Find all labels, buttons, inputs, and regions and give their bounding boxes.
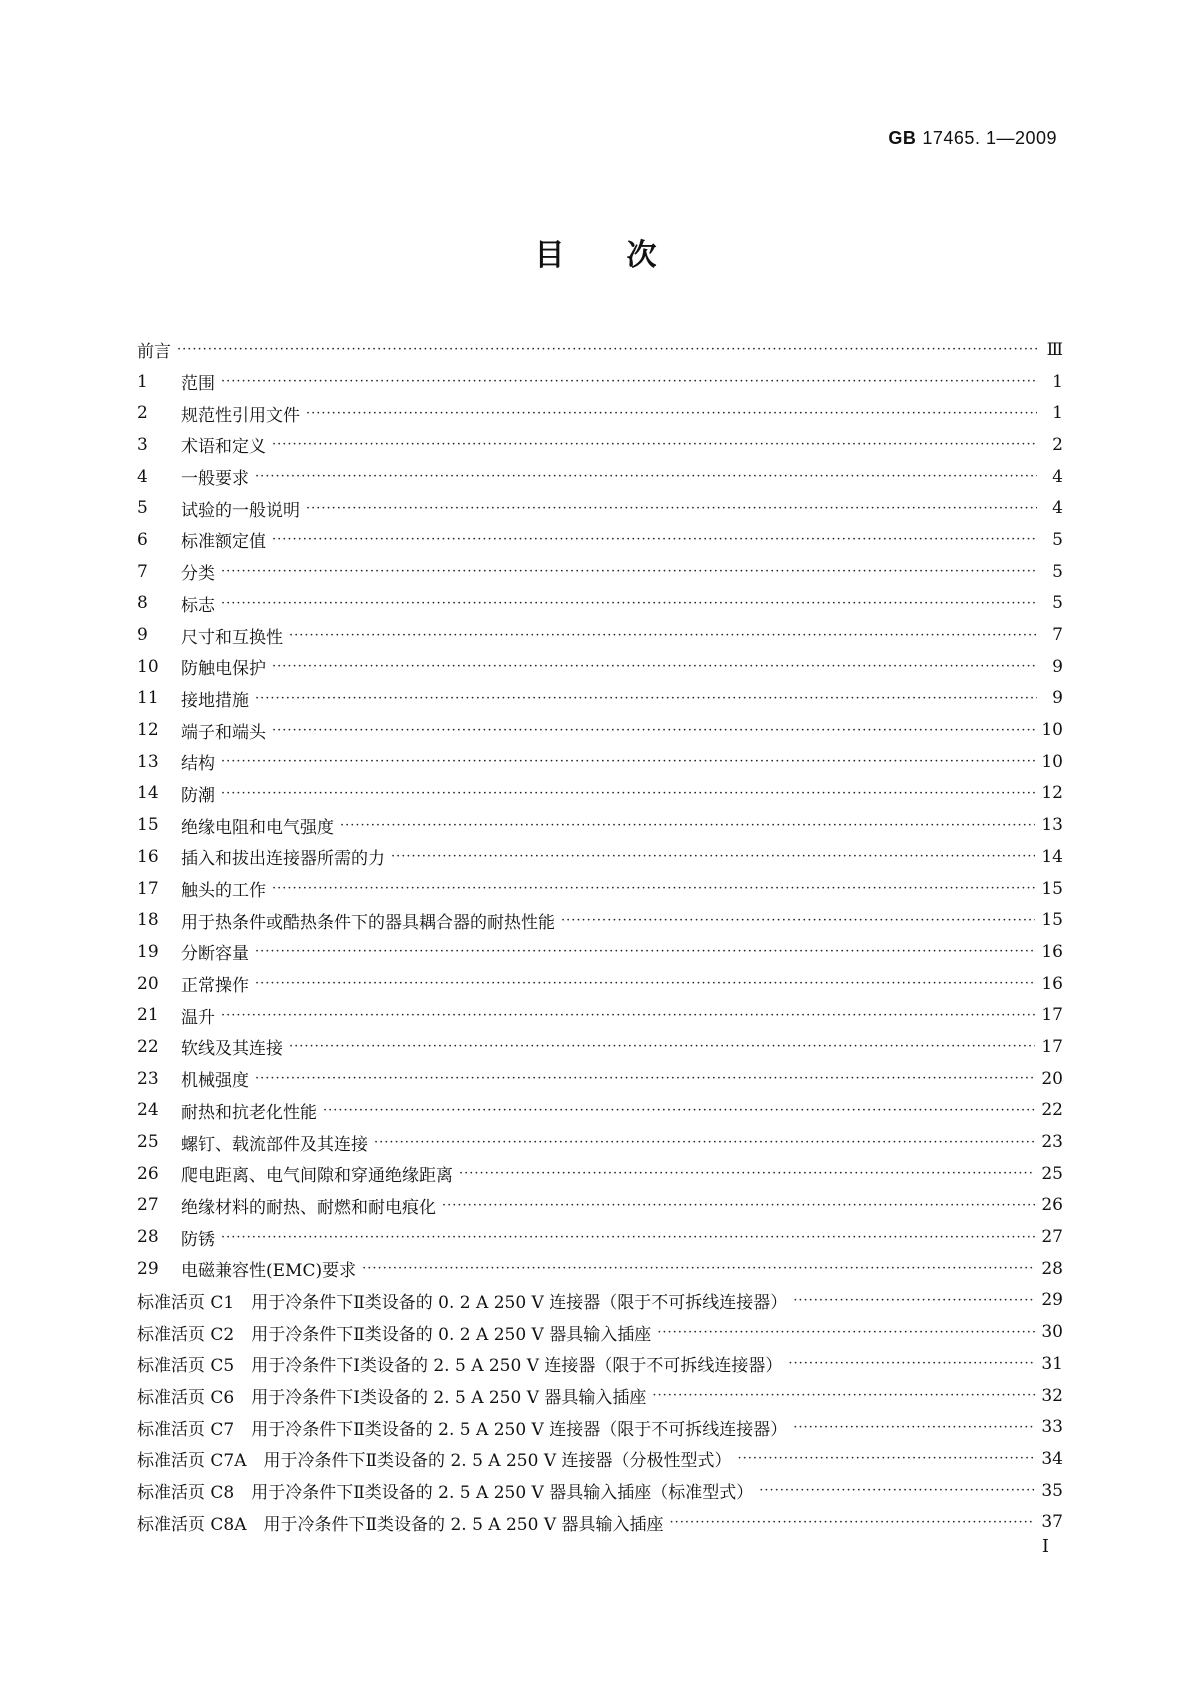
toc-entry[interactable] — [137, 683, 1063, 715]
toc-entry[interactable] — [137, 936, 1063, 968]
toc-entry-number: 13 — [137, 751, 159, 772]
toc-entry-page: 22 — [1041, 1100, 1063, 1121]
toc-leader-dots — [442, 1198, 1035, 1213]
toc-entry-title: 标准活页 C1 用于冷条件下Ⅱ类设备的 0. 2 A 250 V 连接器（限于不可拆线连接器） — [137, 1292, 788, 1313]
toc-entry-page: 33 — [1041, 1417, 1063, 1438]
toc-entry-page: 4 — [1052, 498, 1063, 519]
toc-entry-title: 结构 — [181, 754, 215, 775]
toc-entry-title: 绝缘材料的耐热、耐燃和耐电痕化 — [181, 1197, 436, 1218]
toc-entry-title: 尺寸和互换性 — [181, 627, 283, 648]
toc-entry-title: 插入和拔出连接器所需的力 — [181, 849, 385, 870]
toc-entry-page: 13 — [1041, 815, 1063, 836]
toc-leader-dots — [306, 406, 1037, 421]
toc-entry[interactable] — [137, 1031, 1063, 1063]
toc-leader-dots — [793, 1420, 1035, 1435]
toc-entry[interactable] — [137, 809, 1063, 841]
toc-entry-number: 23 — [137, 1068, 159, 1089]
toc-entry[interactable] — [137, 873, 1063, 905]
toc-entry-page: 31 — [1041, 1353, 1063, 1374]
toc-entry-title: 标准活页 C7A 用于冷条件下Ⅱ类设备的 2. 5 A 250 V 连接器（分极性型式） — [137, 1451, 732, 1472]
toc-entry-number: 8 — [137, 593, 148, 614]
toc-entry-number: 3 — [137, 434, 148, 455]
toc-leader-dots — [657, 1325, 1035, 1340]
toc-entry-number: 5 — [137, 498, 148, 519]
toc-leader-dots — [221, 1230, 1035, 1245]
toc-entry[interactable] — [137, 841, 1063, 873]
toc-entry-number: 14 — [137, 783, 159, 804]
toc-entry-title: 标准活页 C5 用于冷条件下Ⅰ类设备的 2. 5 A 250 V 连接器（限于不可拆线连接器） — [137, 1356, 783, 1377]
toc-entry-page: 20 — [1041, 1068, 1063, 1089]
footer-page-number: I — [1041, 1536, 1049, 1557]
toc-leader-dots — [177, 342, 1037, 357]
toc-leader-dots — [306, 501, 1037, 516]
toc-entry-title: 标准额定值 — [181, 532, 266, 553]
toc-entry-title: 绝缘电阻和电气强度 — [181, 817, 334, 838]
toc-leader-dots — [374, 1135, 1035, 1150]
toc-entry-title: 温升 — [181, 1007, 215, 1028]
toc-entry-title: 防触电保护 — [181, 659, 266, 680]
toc-entry-title: 范围 — [181, 374, 215, 395]
toc-entry-page: 23 — [1041, 1132, 1063, 1153]
toc-leader-dots — [272, 437, 1037, 452]
toc-entry-title: 一般要求 — [181, 469, 249, 490]
toc-entry[interactable] — [137, 1190, 1063, 1222]
toc-entry-title: 软线及其连接 — [181, 1039, 283, 1060]
toc-entry-title: 标准活页 C8 用于冷条件下Ⅱ类设备的 2. 5 A 250 V 器具输入插座（标准型式） — [137, 1483, 754, 1504]
toc-entry-page: 14 — [1041, 846, 1063, 867]
toc-entry-page: 27 — [1041, 1227, 1063, 1248]
toc-entry-title: 螺钉、载流部件及其连接 — [181, 1134, 368, 1155]
toc-entry-title: 试验的一般说明 — [181, 500, 300, 521]
table-of-contents — [137, 334, 1063, 1538]
toc-entry[interactable] — [137, 746, 1063, 778]
toc-leader-dots — [272, 723, 1035, 738]
toc-leader-dots — [561, 913, 1035, 928]
toc-leader-dots — [289, 1039, 1035, 1054]
toc-leader-dots — [788, 1356, 1035, 1371]
toc-entry-number: 6 — [137, 529, 148, 550]
standard-code-header — [888, 128, 1057, 149]
toc-entry-number: 11 — [137, 688, 159, 709]
toc-leader-dots — [272, 881, 1035, 896]
toc-entry-number: 1 — [137, 371, 148, 392]
toc-entry-page: 10 — [1041, 720, 1063, 741]
toc-entry-number: 16 — [137, 846, 159, 867]
toc-entry-page: 10 — [1041, 751, 1063, 772]
toc-entry-number: 4 — [137, 466, 148, 487]
toc-entry[interactable] — [137, 778, 1063, 810]
toc-entry-number: 28 — [137, 1227, 159, 1248]
toc-entry[interactable] — [137, 524, 1063, 556]
page-title: 目次 — [534, 238, 719, 273]
toc-entry-title: 前言 — [137, 342, 171, 363]
toc-leader-dots — [459, 1166, 1035, 1181]
toc-entry-number: 19 — [137, 941, 159, 962]
toc-entry-page: 9 — [1052, 656, 1063, 677]
toc-entry-page: 17 — [1041, 1005, 1063, 1026]
toc-entry[interactable] — [137, 588, 1063, 620]
toc-entry-title: 耐热和抗老化性能 — [181, 1102, 317, 1123]
toc-entry[interactable] — [137, 334, 1063, 366]
toc-entry[interactable] — [137, 1443, 1063, 1475]
toc-entry-page: 7 — [1052, 625, 1063, 646]
toc-entry-title: 术语和定义 — [181, 437, 266, 458]
toc-leader-dots — [759, 1483, 1035, 1498]
toc-leader-dots — [323, 1103, 1035, 1118]
toc-entry-title: 规范性引用文件 — [181, 405, 300, 426]
toc-entry-page: 37 — [1041, 1512, 1063, 1533]
toc-entry[interactable] — [137, 1095, 1063, 1127]
toc-entry-page: 28 — [1041, 1258, 1063, 1279]
toc-entry-page: Ⅲ — [1046, 339, 1063, 360]
toc-entry-title: 标准活页 C7 用于冷条件下Ⅱ类设备的 2. 5 A 250 V 连接器（限于不可拆线连接器） — [137, 1419, 788, 1440]
toc-leader-dots — [255, 691, 1037, 706]
toc-leader-dots — [738, 1451, 1036, 1466]
toc-entry[interactable] — [137, 904, 1063, 936]
toc-entry-number: 15 — [137, 815, 159, 836]
toc-entry-page: 2 — [1052, 434, 1063, 455]
toc-entry[interactable] — [137, 1475, 1063, 1507]
toc-entry[interactable] — [137, 366, 1063, 398]
toc-leader-dots — [391, 849, 1035, 864]
toc-entry[interactable] — [137, 1126, 1063, 1158]
toc-entry[interactable] — [137, 1316, 1063, 1348]
toc-entry[interactable] — [137, 397, 1063, 429]
toc-entry-title: 端子和端头 — [181, 722, 266, 743]
toc-leader-dots — [221, 374, 1037, 389]
toc-entry-page: 12 — [1041, 783, 1063, 804]
toc-entry-title: 标准活页 C6 用于冷条件下Ⅰ类设备的 2. 5 A 250 V 器具输入插座 — [137, 1388, 647, 1409]
toc-entry-title: 电磁兼容性(EMC)要求 — [181, 1261, 357, 1282]
toc-entry-title: 正常操作 — [181, 976, 249, 997]
toc-entry[interactable] — [137, 1221, 1063, 1253]
toc-entry-number: 22 — [137, 1036, 159, 1057]
toc-entry-page: 4 — [1052, 466, 1063, 487]
toc-leader-dots — [255, 1071, 1035, 1086]
toc-leader-dots — [255, 469, 1037, 484]
toc-entry-number: 25 — [137, 1132, 159, 1153]
toc-leader-dots — [255, 944, 1035, 959]
toc-entry-page: 1 — [1052, 371, 1063, 392]
toc-leader-dots — [272, 659, 1037, 674]
toc-leader-dots — [221, 786, 1035, 801]
toc-entry-page: 34 — [1041, 1448, 1063, 1469]
toc-entry[interactable] — [137, 1348, 1063, 1380]
toc-entry[interactable] — [137, 1063, 1063, 1095]
toc-entry-number: 10 — [137, 656, 159, 677]
toc-entry[interactable] — [137, 714, 1063, 746]
toc-entry-title: 接地措施 — [181, 690, 249, 711]
toc-entry-page: 32 — [1041, 1385, 1063, 1406]
toc-entry-title: 用于热条件或酷热条件下的器具耦合器的耐热性能 — [181, 912, 555, 933]
toc-entry[interactable] — [137, 1285, 1063, 1317]
toc-entry[interactable] — [137, 999, 1063, 1031]
toc-entry-number: 24 — [137, 1100, 159, 1121]
toc-entry-title: 防锈 — [181, 1229, 215, 1250]
toc-leader-dots — [221, 564, 1037, 579]
standard-number: 17465. 1—2009 — [922, 128, 1057, 148]
toc-entry-page: 9 — [1052, 688, 1063, 709]
toc-entry-number: 7 — [137, 561, 148, 582]
toc-entry[interactable] — [137, 1380, 1063, 1412]
toc-entry[interactable] — [137, 492, 1063, 524]
toc-entry[interactable] — [137, 619, 1063, 651]
toc-entry-number: 21 — [137, 1005, 159, 1026]
toc-entry-number: 20 — [137, 973, 159, 994]
toc-entry-title: 机械强度 — [181, 1071, 249, 1092]
toc-entry[interactable] — [137, 1158, 1063, 1190]
toc-entry-page: 15 — [1041, 910, 1063, 931]
toc-entry[interactable] — [137, 461, 1063, 493]
toc-leader-dots — [670, 1515, 1036, 1530]
toc-entry-title: 标准活页 C8A 用于冷条件下Ⅱ类设备的 2. 5 A 250 V 器具输入插座 — [137, 1514, 664, 1535]
toc-entry-page: 25 — [1041, 1163, 1063, 1184]
toc-entry-number: 12 — [137, 720, 159, 741]
toc-leader-dots — [289, 628, 1037, 643]
standard-prefix: GB — [888, 128, 917, 148]
toc-entry-title: 防潮 — [181, 785, 215, 806]
toc-entry-title: 触头的工作 — [181, 881, 266, 902]
toc-leader-dots — [255, 976, 1035, 991]
toc-entry-page: 29 — [1041, 1290, 1063, 1311]
toc-entry-number: 9 — [137, 625, 148, 646]
toc-entry-page: 16 — [1041, 941, 1063, 962]
toc-entry-number: 18 — [137, 910, 159, 931]
toc-entry-page: 17 — [1041, 1036, 1063, 1057]
toc-entry-number: 17 — [137, 878, 159, 899]
toc-entry-page: 5 — [1052, 529, 1063, 550]
toc-leader-dots — [221, 754, 1035, 769]
toc-entry-number: 29 — [137, 1258, 159, 1279]
toc-leader-dots — [272, 532, 1037, 547]
toc-entry-page: 15 — [1041, 878, 1063, 899]
toc-entry-title: 标准活页 C2 用于冷条件下Ⅱ类设备的 0. 2 A 250 V 器具输入插座 — [137, 1324, 652, 1345]
toc-leader-dots — [221, 596, 1037, 611]
toc-entry-page: 26 — [1041, 1195, 1063, 1216]
toc-entry-page: 5 — [1052, 561, 1063, 582]
toc-entry-number: 26 — [137, 1163, 159, 1184]
toc-entry-title: 爬电距离、电气间隙和穿通绝缘距离 — [181, 1166, 453, 1187]
toc-entry[interactable] — [137, 556, 1063, 588]
toc-leader-dots — [652, 1388, 1035, 1403]
toc-entry[interactable] — [137, 1411, 1063, 1443]
toc-entry-page: 35 — [1041, 1480, 1063, 1501]
toc-leader-dots — [221, 1008, 1035, 1023]
toc-entry[interactable] — [137, 968, 1063, 1000]
toc-entry[interactable] — [137, 1506, 1063, 1538]
toc-entry-title: 分类 — [181, 564, 215, 585]
toc-entry-page: 16 — [1041, 973, 1063, 994]
toc-entry-page: 5 — [1052, 593, 1063, 614]
toc-entry-page: 30 — [1041, 1322, 1063, 1343]
toc-entry-number: 2 — [137, 403, 148, 424]
toc-entry[interactable] — [137, 429, 1063, 461]
toc-entry-number: 27 — [137, 1195, 159, 1216]
toc-entry-title: 分断容量 — [181, 944, 249, 965]
toc-leader-dots — [362, 1261, 1035, 1276]
toc-entry[interactable] — [137, 651, 1063, 683]
toc-leader-dots — [340, 818, 1035, 833]
toc-entry-page: 1 — [1052, 403, 1063, 424]
toc-entry-title: 标志 — [181, 595, 215, 616]
toc-entry[interactable] — [137, 1253, 1063, 1285]
toc-leader-dots — [793, 1293, 1035, 1308]
